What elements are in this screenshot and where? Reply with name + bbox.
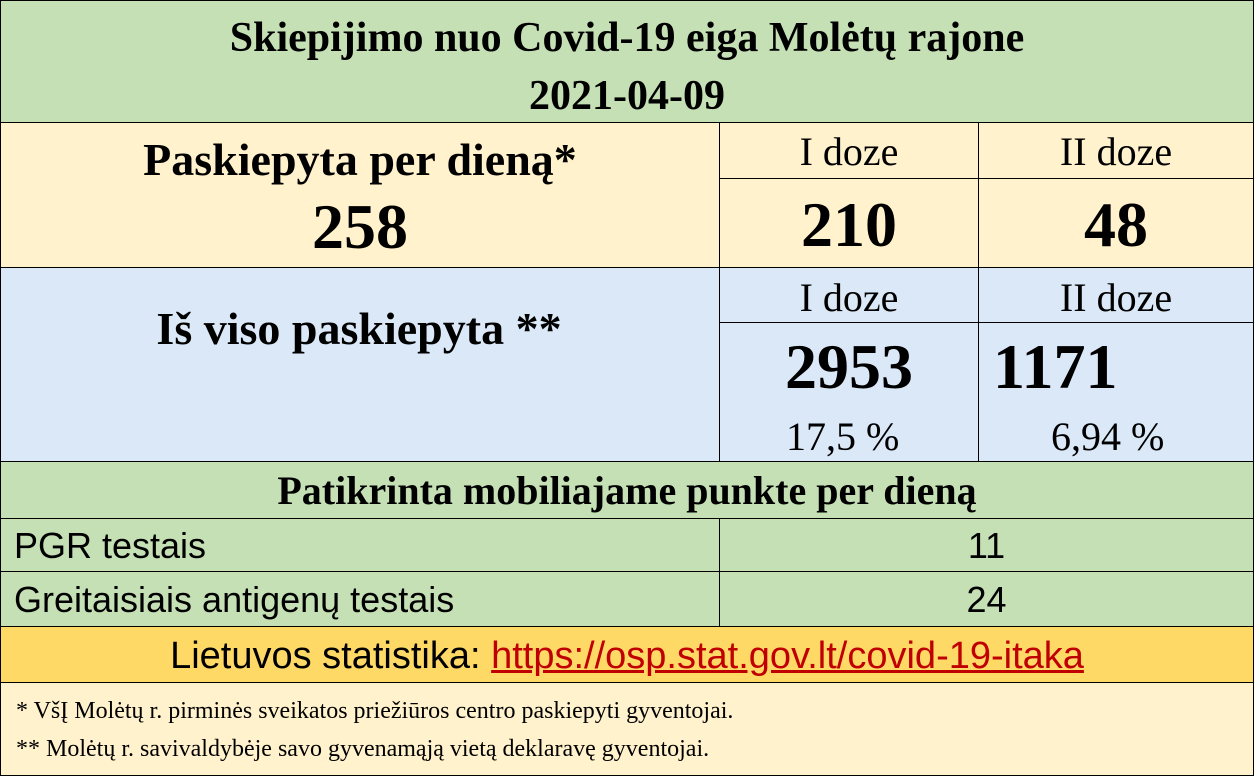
statistics-link-cell [0, 626, 1254, 683]
cumulative-dose1-label-cell [719, 267, 979, 323]
daily-dose2-label: II doze [1059, 129, 1173, 174]
daily-dose1-value: 210 [801, 189, 897, 260]
cumulative-dose1-value: 2953 [785, 331, 913, 402]
footnote-1: * VšĮ Molėtų r. pirminės sveikatos priežiūros centro paskiepyti gyventojai. [16, 698, 734, 724]
cumulative-label: Iš viso paskiepyta ** [156, 303, 562, 354]
daily-total-value: 258 [312, 191, 408, 262]
testing-heading-cell [0, 461, 1254, 519]
daily-dose1-label-cell [719, 122, 979, 179]
cumulative-dose2-label-cell [978, 267, 1254, 323]
cumulative-dose1-value-cell [719, 322, 979, 462]
statistics-prefix: Lietuvos statistika: [170, 635, 492, 677]
cumulative-dose2-label: II doze [1059, 275, 1173, 320]
testing-heading: Patikrinta mobiliajame punkte per dieną [277, 468, 977, 513]
cumulative-dose2-value-cell [978, 322, 1254, 462]
statistics-line [1, 637, 1253, 675]
table-row [719, 518, 1254, 572]
antigen-tests-label: Greitaisiais antigenų testais [14, 579, 455, 620]
daily-dose1-label: I doze [799, 129, 899, 174]
daily-dose2-value: 48 [1084, 189, 1148, 260]
cumulative-dose2-value: 1171 [993, 331, 1118, 402]
footnote-2: ** Molėtų r. savivaldybėje savo gyvenamąją vietą deklaravę gyventojai. [16, 736, 710, 762]
cumulative-dose1-label: I doze [799, 275, 899, 320]
table-row [0, 571, 720, 627]
pcr-tests-label: PGR testais [14, 525, 207, 566]
report-title: Skiepijimo nuo Covid-19 eiga Molėtų rajone [229, 15, 1025, 61]
report-date: 2021-04-09 [529, 73, 725, 119]
pcr-tests-value: 11 [967, 525, 1006, 566]
antigen-tests-value: 24 [966, 579, 1007, 620]
statistics-link[interactable]: https://osp.stat.gov.lt/covid-19-itaka [491, 635, 1084, 677]
table-row [719, 571, 1254, 627]
table-row [0, 518, 720, 572]
cumulative-dose1-percent: 17,5 % [786, 414, 900, 459]
daily-total-cell [0, 122, 720, 268]
daily-dose2-value-cell [978, 178, 1254, 268]
cumulative-total-cell [0, 267, 720, 462]
footnotes-cell [0, 682, 1254, 776]
title-cell [0, 0, 1254, 123]
daily-dose2-label-cell [978, 122, 1254, 179]
cumulative-dose2-percent: 6,94 % [1051, 414, 1165, 459]
daily-dose1-value-cell [719, 178, 979, 268]
daily-label: Paskiepyta per dieną* [143, 134, 577, 185]
